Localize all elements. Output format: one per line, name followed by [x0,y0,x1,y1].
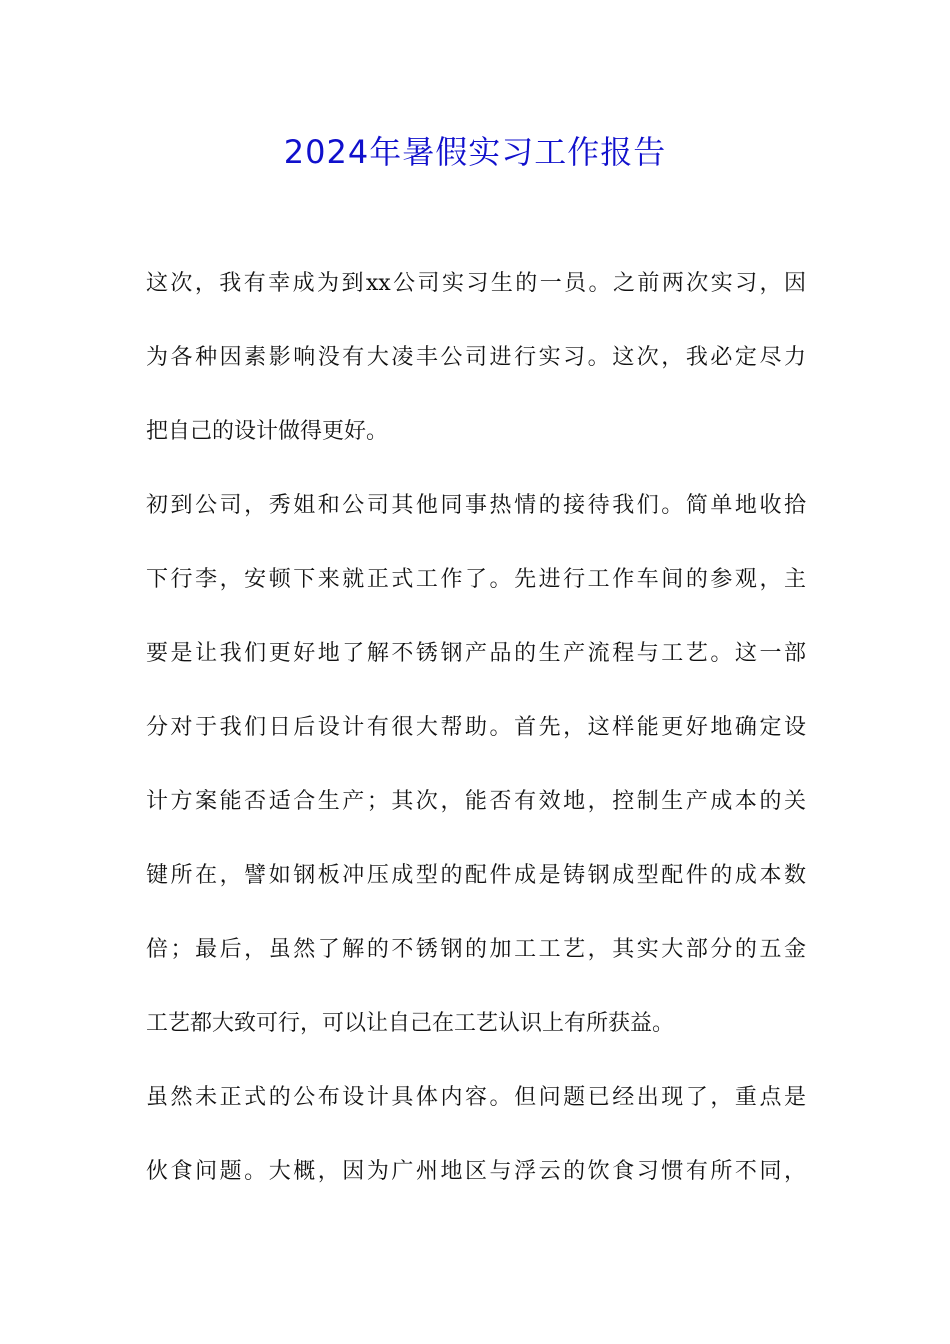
text-line: 虽然未正式的公布设计具体内容。但问题已经出现了，重点是 [146,1085,806,1110]
text-line: 键所在，譬如钢板冲压成型的配件成是铸钢成型配件的成本数 [146,863,806,888]
paragraph-3 [146,1076,806,1224]
text-line: 伙食问题。大概，因为广州地区与浮云的饮食习惯有所不同， [146,1159,806,1184]
paragraph-2 [146,484,806,1076]
text-line: 下行李，安顿下来就正式工作了。先进行工作车间的参观，主 [146,567,806,592]
text-line: 要是让我们更好地了解不锈钢产品的生产流程与工艺。这一部 [146,641,806,666]
paragraph-1 [146,262,806,484]
document-title: 2024年暑假实习工作报告 [283,133,667,171]
text-line: 为各种因素影响没有大凌丰公司进行实习。这次，我必定尽力 [146,345,806,370]
text-line: 倍；最后，虽然了解的不锈钢的加工工艺，其实大部分的五金 [146,937,806,962]
text-line: 初到公司，秀姐和公司其他同事热情的接待我们。简单地收拾 [146,493,806,518]
text-line: 这次，我有幸成为到xx公司实习生的一员。之前两次实习，因 [146,271,806,296]
document-body [146,262,806,1224]
text-line: 把自己的设计做得更好。 [146,419,389,444]
text-line: 工艺都大致可行，可以让自己在工艺认识上有所获益。 [146,1011,675,1036]
text-line: 分对于我们日后设计有很大帮助。首先，这样能更好地确定设 [146,715,806,740]
text-line: 计方案能否适合生产；其次，能否有效地，控制生产成本的关 [146,789,806,814]
